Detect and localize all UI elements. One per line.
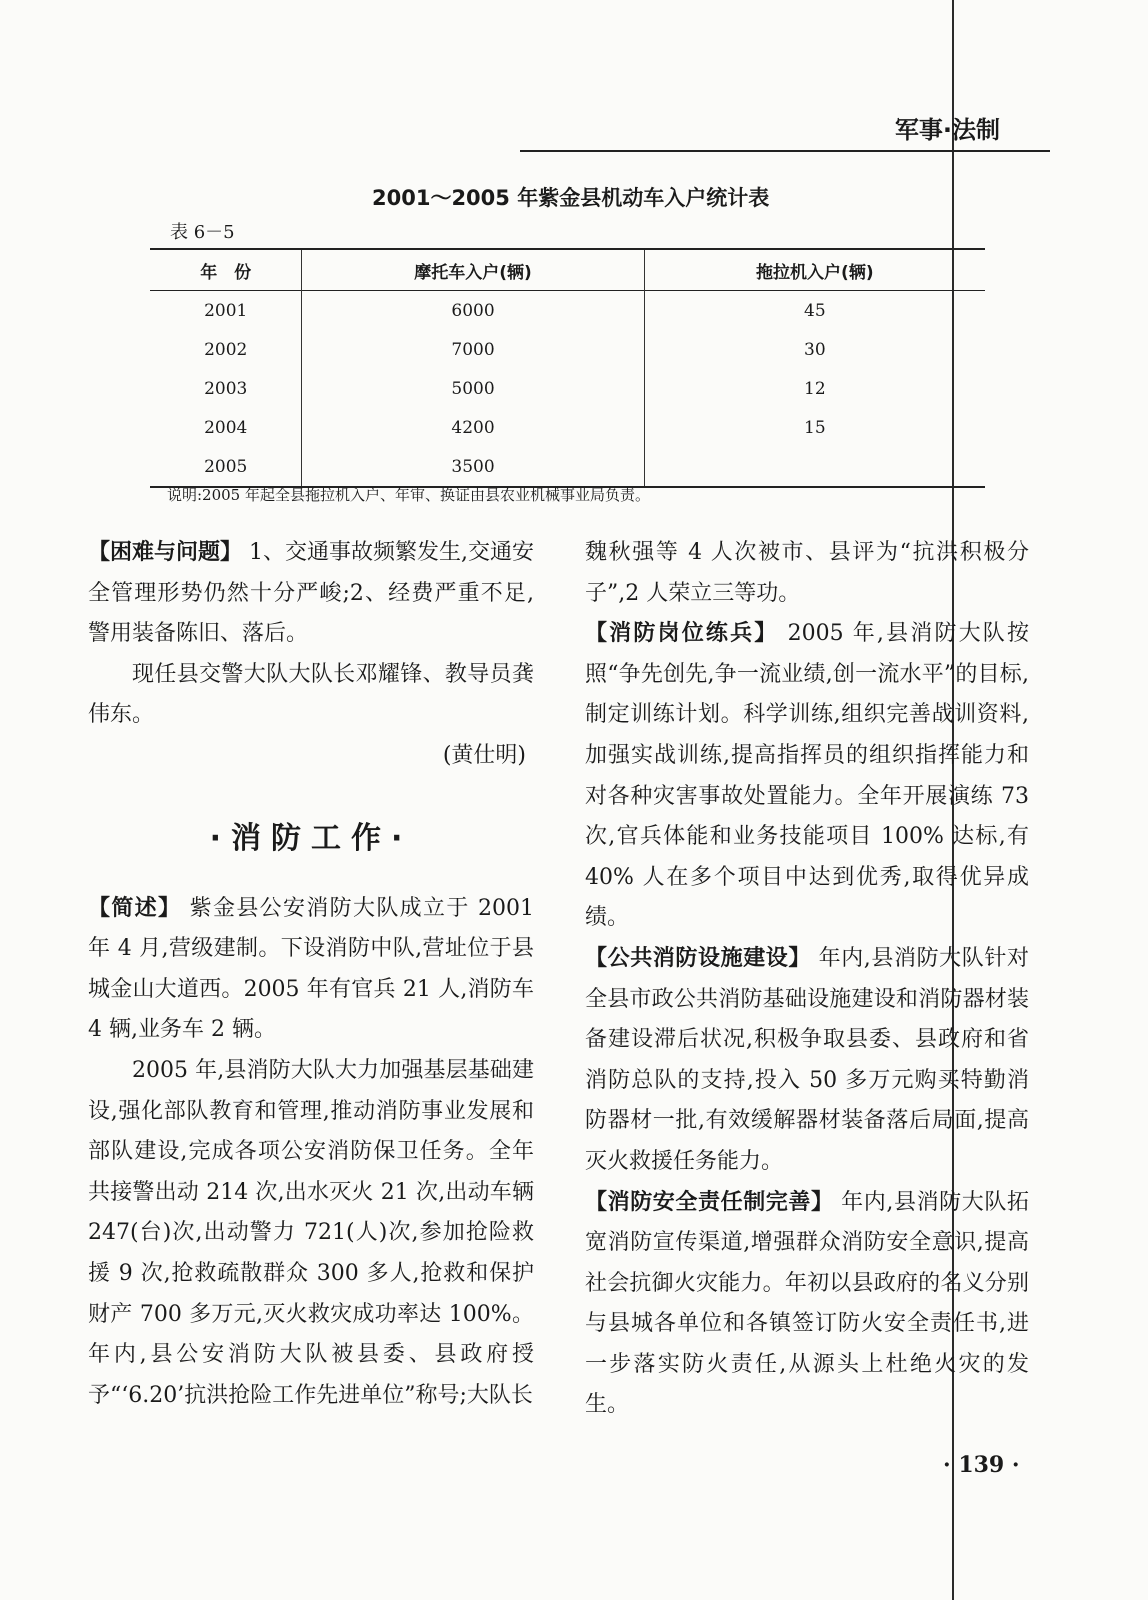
cell-motorcycle: 6000 xyxy=(302,291,644,331)
cell-motorcycle: 5000 xyxy=(302,369,644,408)
section-title: ·消防工作· xyxy=(209,820,413,856)
cell-tractor: 45 xyxy=(644,291,985,331)
cell-tractor: 30 xyxy=(644,330,985,369)
cell-tractor: 15 xyxy=(644,408,985,447)
leaders-paragraph: 现任县交警大队大队长邓耀锋、教导员龚伟东。 xyxy=(88,661,534,728)
cell-tractor: 12 xyxy=(644,369,985,408)
table-row xyxy=(150,369,985,408)
table-row xyxy=(150,291,985,331)
cell-year: 2004 xyxy=(204,417,248,438)
header-rule xyxy=(520,150,1050,152)
cell-year: 2001 xyxy=(204,300,248,321)
responsibility-text: 年内,县消防大队拓宽消防宣传渠道,增强群众消防安全意识,提高社会抗御火灾能力。年初以县政府的名义分别与县城各单位和各镇签订防火安全责任书,进一步落实防火责任,从源头上杜绝火灾的发生。 xyxy=(585,1189,1029,1418)
cell-year: 2002 xyxy=(204,339,248,360)
cell-motorcycle: 4200 xyxy=(302,408,644,447)
cell-motorcycle: 3500 xyxy=(302,447,644,487)
responsibility-paragraph xyxy=(585,1183,1029,1427)
header-tractor: 拖拉机入户(辆) xyxy=(644,249,985,291)
training-text: 2005 年,县消防大队按照“争先创先,争一流业绩,创一流水平”的目标,制定训练计划。科学训练,组织完善战训资料,加强实战训练,提高指挥员的组织指挥能力和对各种灾害事故处置能力。全年开展演练 73 次,官兵体能和业务技能项目 100% 达标,有 40% 人在多个项目中达到优秀,取得优异成绩。 xyxy=(585,621,1029,931)
training-keyword: 【消防岗位练兵】 xyxy=(585,621,779,647)
problems-text: 1、交通事故频繁发生,交通安全管理形势仍然十分严峻;2、经费严重不足,警用装备陈旧、落后。 xyxy=(88,540,534,647)
problems-paragraph xyxy=(88,533,534,655)
table-row xyxy=(150,408,985,447)
right-text-column xyxy=(585,533,1029,1426)
overview-paragraph xyxy=(88,889,534,1051)
author-credit: (黄仕明) xyxy=(442,742,526,768)
section-header: 军事·法制 xyxy=(894,116,1000,144)
cell-year: 2003 xyxy=(204,378,248,399)
header-year: 年 份 xyxy=(200,262,252,283)
continuation-paragraph: 魏秋强等 4 人次被市、县评为“抗洪积极分子”,2 人荣立三等功。 xyxy=(585,540,1029,606)
overview-paragraph-2: 2005 年,县消防大队大力加强基层基础建设,强化部队教育和管理,推动消防事业发展和部队建设,完成各项公安消防保卫任务。全年共接警出动 214 次,出水灭火 21 次,出动车辆 247(台)次,出动警力 721(人)次,参加抢险救援 9 次,抢救疏散群众 300 多人,抢救和保护财产 700 多万元,灭火救灾成功率达 100%。年内,县公安消防大队被县委、县政府授予“‘6.20’抗洪抢险工作先进单位”称号;大队长 xyxy=(88,1057,534,1408)
training-paragraph xyxy=(585,614,1029,939)
overview-keyword: 【简述】 xyxy=(88,895,182,921)
vehicle-registration-table xyxy=(150,248,985,488)
table-label: 表 6－5 xyxy=(170,222,235,243)
table-note: 说明:2005 年起全县拖拉机入户、年审、换证由县农业机械事业局负责。 xyxy=(167,486,650,504)
cell-year: 2005 xyxy=(204,456,248,477)
facilities-text: 年内,县消防大队针对全县市政公共消防基础设施建设和消防器材装备建设滞后状况,积极争取县委、县政府和省消防总队的支持,投入 50 多万元购买特勤消防器材一批,有效缓解器材装备落后局面,提高灭火救援任务能力。 xyxy=(585,945,1029,1174)
table-title: 2001～2005 年紫金县机动车入户统计表 xyxy=(372,186,770,210)
overview-text: 紫金县公安消防大队成立于 2001 年 4 月,营级建制。下设消防中队,营址位于县城金山大道西。2005 年有官兵 21 人,消防车 4 辆,业务车 2 辆。 xyxy=(88,895,534,1043)
facilities-keyword: 【公共消防设施建设】 xyxy=(585,945,811,971)
table-header-row xyxy=(150,249,985,291)
page-number: · 139 · xyxy=(943,1452,1020,1478)
cell-motorcycle: 7000 xyxy=(302,330,644,369)
facilities-paragraph xyxy=(585,939,1029,1183)
header-motorcycle: 摩托车入户(辆) xyxy=(302,249,644,291)
responsibility-keyword: 【消防安全责任制完善】 xyxy=(585,1189,834,1215)
table-row xyxy=(150,447,985,487)
cell-tractor xyxy=(644,447,985,487)
problems-keyword: 【困难与问题】 xyxy=(88,540,243,565)
left-text-column xyxy=(88,533,534,1416)
table-row xyxy=(150,330,985,369)
